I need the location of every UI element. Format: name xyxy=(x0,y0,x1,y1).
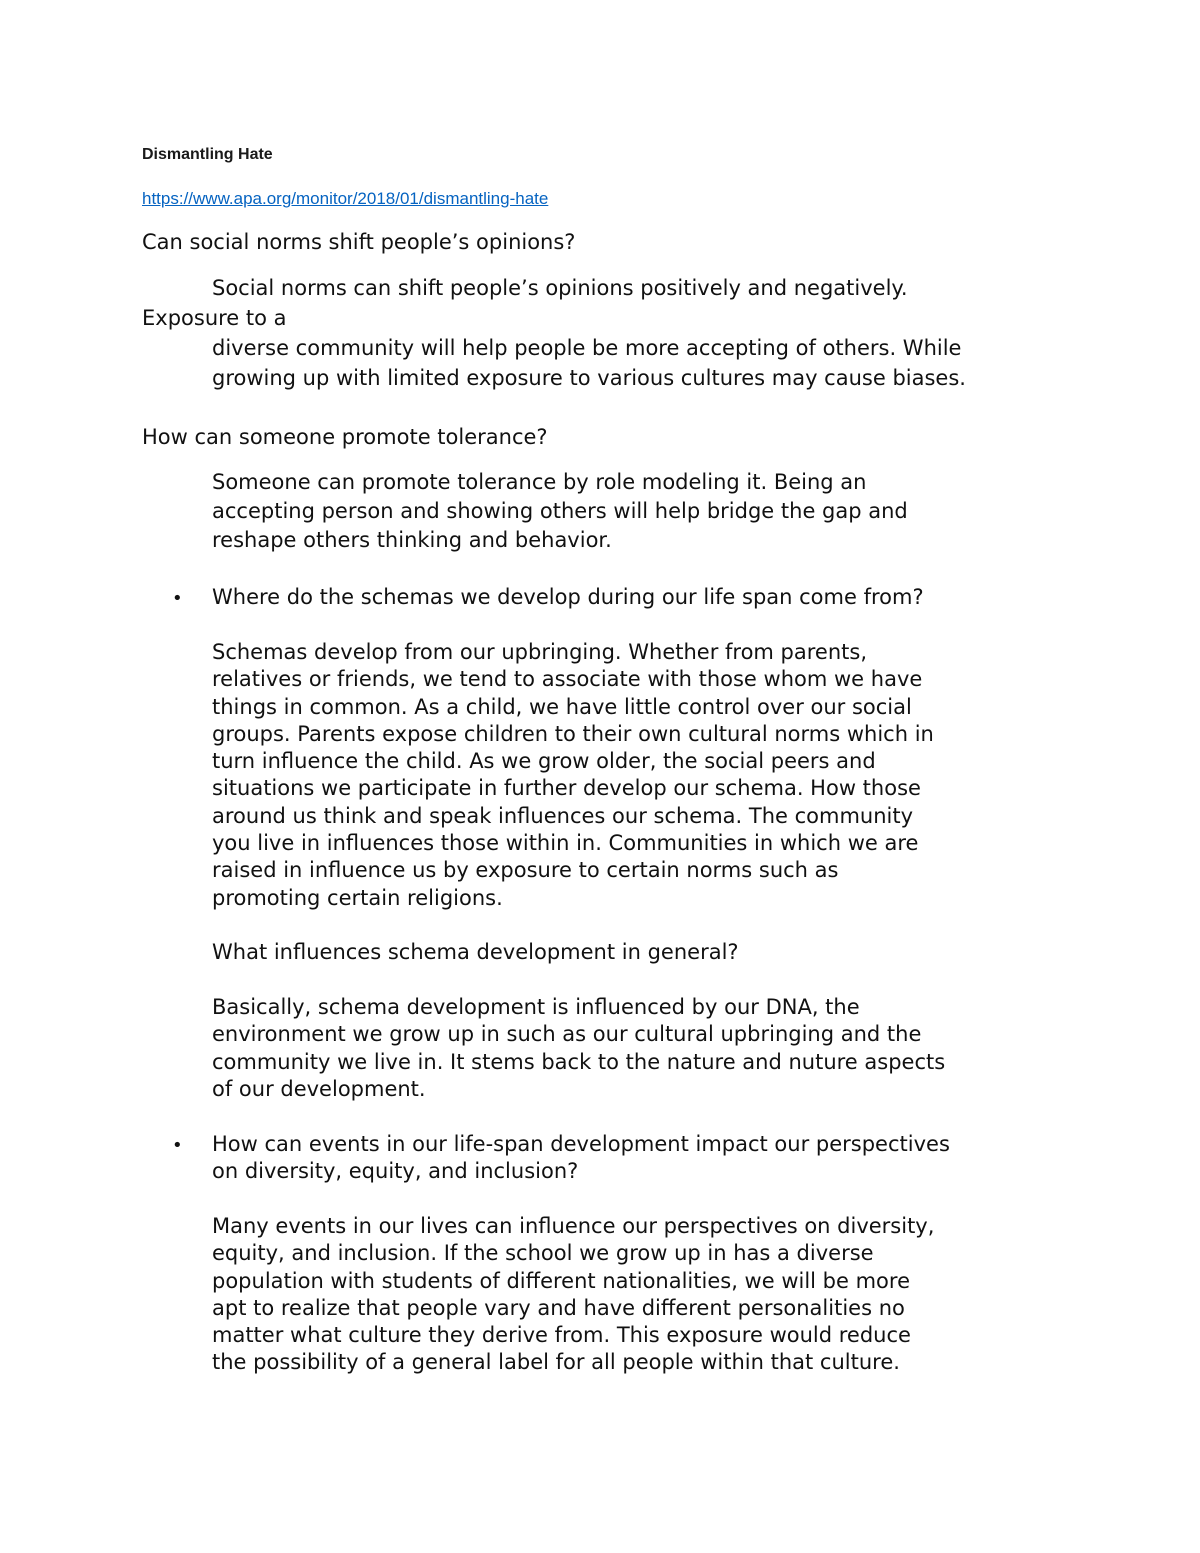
source-link[interactable]: https://www.apa.org/monitor/2018/01/dismantling-hate xyxy=(142,189,549,208)
answer-line: groups. Parents expose children to their own cultural norms which in xyxy=(212,721,934,746)
answer-line: around us think and speak influences our schema. The community xyxy=(212,803,914,828)
answer-schema-influences xyxy=(212,994,1072,1103)
answer-social-norms-line-2: Exposure to a xyxy=(142,306,287,330)
answer-line: accepting person and showing others will help bridge the gap and xyxy=(212,499,908,523)
answer-schemas-origin xyxy=(212,639,1072,912)
answer-line: reshape others thinking and behavior. xyxy=(212,528,612,552)
answer-line: Someone can promote tolerance by role modeling it. Being an xyxy=(212,470,867,494)
question-schema-influences: What influences schema development in general? xyxy=(212,940,739,964)
answer-line: relatives or friends, we tend to associate with those whom we have xyxy=(212,667,923,692)
answer-social-norms-line-1: Social norms can shift people’s opinions positively and negatively. xyxy=(212,276,908,300)
document-title: Dismantling Hate xyxy=(142,146,273,163)
answer-line: of our development. xyxy=(212,1076,426,1101)
answer-line: raised in influence us by exposure to certain norms such as xyxy=(212,858,839,883)
question-schemas-origin: Where do the schemas we develop during our life span come from? xyxy=(212,585,924,609)
question-line: How can events in our life-span development impact our perspectives xyxy=(212,1132,950,1156)
answer-line: turn influence the child. As we grow older, the social peers and xyxy=(212,749,876,774)
answer-social-norms-line-4: growing up with limited exposure to various cultures may cause biases. xyxy=(212,366,966,390)
answer-line: Many events in our lives can influence our perspectives on diversity, xyxy=(212,1214,935,1238)
answer-line: situations we participate in further develop our schema. How those xyxy=(212,776,921,801)
answer-line: matter what culture they derive from. This exposure would reduce xyxy=(212,1323,911,1348)
bullet-icon: • xyxy=(172,1135,183,1156)
answer-line: apt to realize that people vary and have different personalities no xyxy=(212,1295,905,1320)
answer-line: the possibility of a general label for all people within that culture. xyxy=(212,1350,900,1375)
answer-line: community we live in. It stems back to the nature and nuture aspects xyxy=(212,1049,946,1074)
answer-social-norms-line-3: diverse community will help people be more accepting of others. While xyxy=(212,336,962,360)
answer-line: equity, and inclusion. If the school we grow up in has a diverse xyxy=(212,1241,874,1266)
bullet-icon: • xyxy=(172,588,183,609)
answer-line: you live in influences those within in. Communities in which we are xyxy=(212,831,919,856)
question-social-norms: Can social norms shift people’s opinions? xyxy=(142,230,576,254)
answer-line: environment we grow up in such as our cultural upbringing and the xyxy=(212,1022,922,1047)
question-tolerance: How can someone promote tolerance? xyxy=(142,425,548,449)
answer-line: Basically, schema development is influenced by our DNA, the xyxy=(212,995,860,1019)
answer-line: population with students of different nationalities, we will be more xyxy=(212,1268,910,1293)
question-line: on diversity, equity, and inclusion? xyxy=(212,1159,579,1184)
answer-tolerance xyxy=(212,468,1072,555)
answer-line: things in common. As a child, we have little control over our social xyxy=(212,694,912,719)
answer-life-span-events xyxy=(212,1213,1072,1377)
answer-line: promoting certain religions. xyxy=(212,885,503,910)
question-life-span-events xyxy=(212,1131,1072,1186)
answer-line: Schemas develop from our upbringing. Whether from parents, xyxy=(212,640,868,664)
